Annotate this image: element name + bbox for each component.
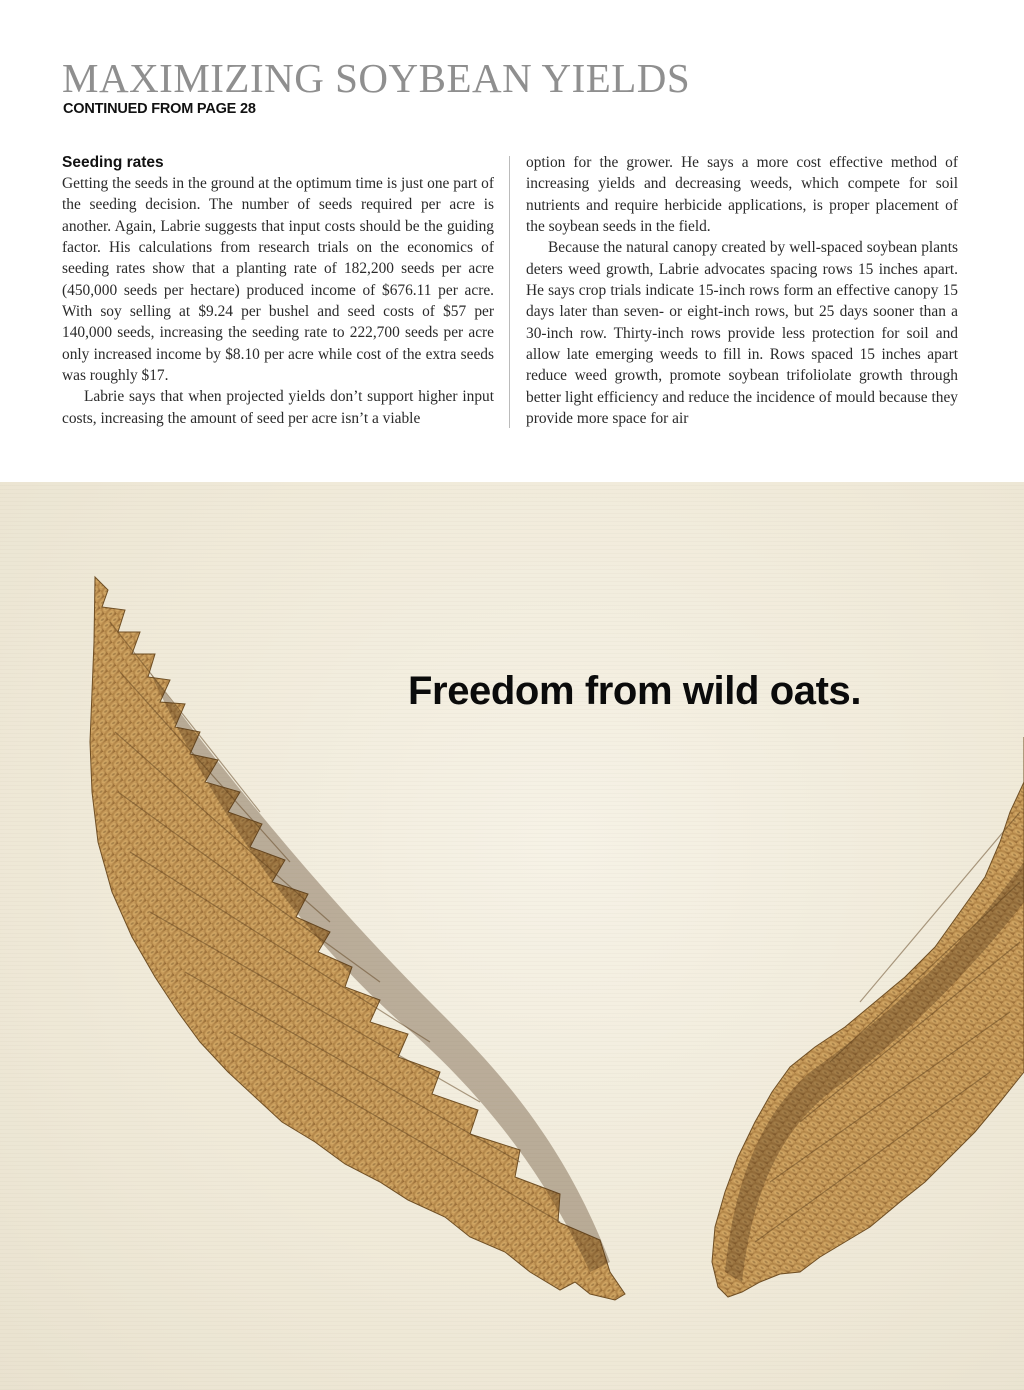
article-paragraph: option for the grower. He says a more cost effective method of increasing yields and decreasing weeds, which compete for soil nutrients and require herbicide applications, is proper placement of the soybean seeds in the field. <box>526 154 958 236</box>
wheat-wings-image <box>0 482 1024 1390</box>
continued-from-label: CONTINUED FROM PAGE 28 <box>63 101 256 117</box>
article-paragraph: Getting the seeds in the ground at the optimum time is just one part of the seeding decision. The number of seeds required per acre is another. Again, Labrie suggests that input costs should be the guiding factor. His calculations from research trials on the economics of seeding rates show that a planting rate of 182,200 seeds per acre (450,000 seeds per hectare) produced income of $676.11 per acre. With soy selling at $9.24 per bushel and seed costs of $57 per 140,000 seeds, increasing the seeding rate to 222,700 seeds per acre only increased income by $8.10 per acre while cost of the extra seeds was roughly $17. <box>62 175 494 385</box>
article-column-right <box>526 152 958 429</box>
article-paragraph: Because the natural canopy created by well-spaced soybean plants deters weed growth, Labrie advocates spacing rows 15 inches apart. He says crop trials indicate 15-inch rows form an effective canopy 15 days later than seven- or eight-inch rows, but 25 days sooner than a 30-inch row. Thirty-inch rows provide less protection for soil and allow late emerging weeds to fill in. Rows spaced 15 inches apart reduce weed growth, promote soybean trifoliolate growth through better light efficiency and reduce the incidence of mould because they provide more space for air <box>526 239 958 428</box>
page-title: MAXIMIZING SOYBEAN YIELDS <box>62 55 691 101</box>
section-heading: Seeding rates <box>62 154 164 171</box>
advertisement <box>0 482 1024 1390</box>
article-paragraph: Labrie says that when projected yields don’t support higher input costs, increasing the amount of seed per acre isn’t a viable <box>62 388 494 427</box>
article-column-left <box>62 152 494 429</box>
column-divider <box>509 156 510 428</box>
right-wing <box>712 737 1024 1297</box>
ad-headline: Freedom from wild oats. <box>408 669 862 713</box>
